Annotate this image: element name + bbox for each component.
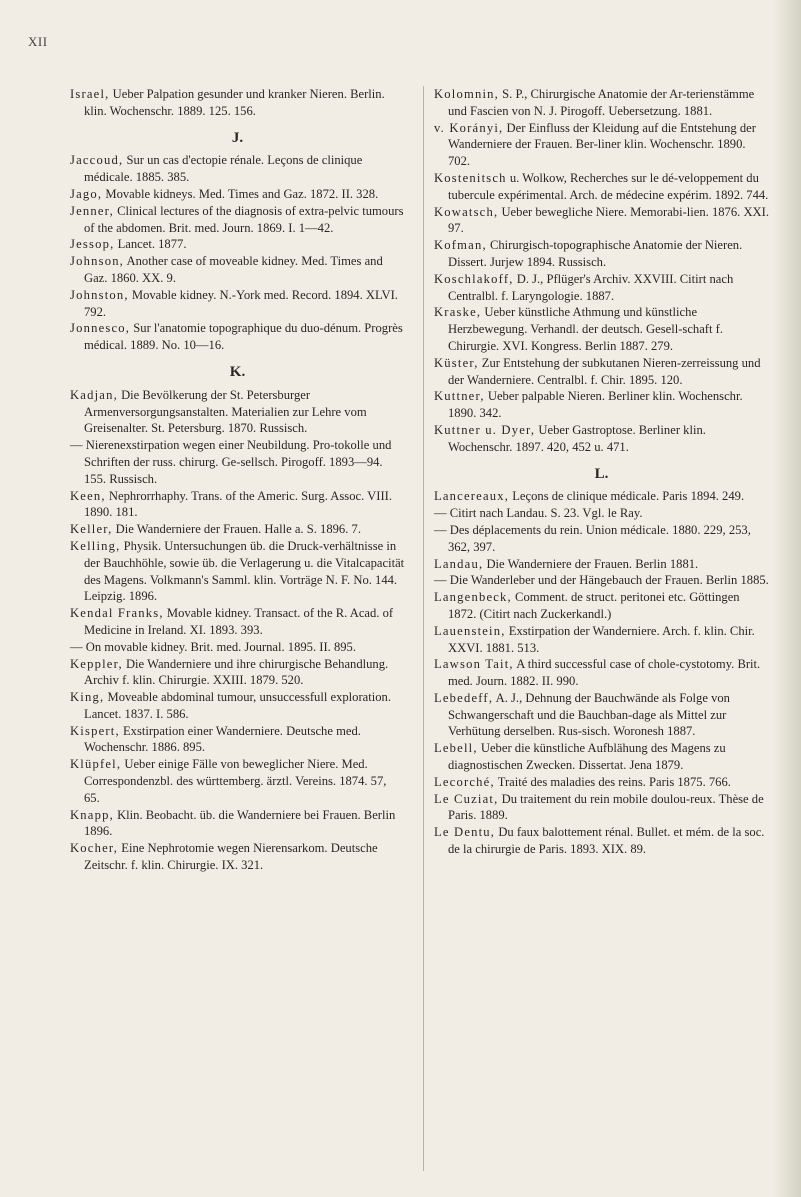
entry-author: Kendal Franks, <box>70 606 164 621</box>
entry-text: Der Einfluss der Kleidung auf die Entstehung der Wanderniere der Frauen. Ber-liner klin. Wochenschr. 1890. 702. <box>448 120 756 169</box>
page-number: XII <box>28 34 48 49</box>
entry-text: Movable kidney. N.-York med. Record. 1894. XLVI. 792. <box>84 287 398 319</box>
entry-author: Kuttner, <box>434 389 485 404</box>
entry-author: Klüpfel, <box>70 757 122 772</box>
entry-author: Keppler, <box>70 656 123 671</box>
bibliography-entry <box>70 689 405 723</box>
entry-author: Kostenitsch <box>434 170 507 185</box>
entry-author: Israel, <box>70 87 110 101</box>
bibliography-entry <box>434 422 769 456</box>
entry-text: Leçons de clinique médicale. Paris 1894. 249. <box>509 489 745 504</box>
bibliography-entry <box>434 505 769 522</box>
entry-text: Another case of moveable kidney. Med. Times and Gaz. 1860. XX. 9. <box>84 254 383 285</box>
entry-author: Kuttner u. Dyer, <box>434 422 536 437</box>
bibliography-entry <box>434 522 769 556</box>
entry-text: Zur Entstehung der subkutanen Nieren-zerreissung und der Wanderniere. Centralbl. f. Chir. 1895. 120. <box>448 355 761 387</box>
bibliography-entry <box>434 388 769 422</box>
left-column <box>70 86 405 874</box>
entry-author: Keller, <box>70 522 113 537</box>
entry-author: Lancereaux, <box>434 489 510 504</box>
entry-author: Lebedeff, <box>434 690 494 705</box>
entry-author: Kispert, <box>70 723 120 738</box>
bibliography-entry <box>70 488 405 522</box>
entry-author: King, <box>70 690 105 705</box>
entry-text: Ueber palpable Nieren. Berliner klin. Wochenschr. 1890. 342. <box>448 389 743 421</box>
entry-author: Kofman, <box>434 238 487 253</box>
entry-author: Jenner, <box>70 203 114 218</box>
entry-author: Knapp, <box>70 807 114 822</box>
entry-author: Landau, <box>434 556 484 571</box>
bibliography-entry <box>434 774 769 791</box>
entry-text: Physik. Untersuchungen üb. die Druck-verhältnisse in der Bauchhöhle, sowie üb. die Verlagerung u. die Vitalcapacität des Magens. Volkmann's Samml. klin. Vorträge N. F. No. 144. Leipzig. 1896. <box>84 538 405 604</box>
entry-text: Moveable abdominal tumour, unsuccessfull exploration. Lancet. 1837. I. 586. <box>84 690 391 721</box>
entry-text: — On movable kidney. Brit. med. Journal. 1895. II. 895. <box>70 639 356 654</box>
entry-text: Die Wanderniere und ihre chirurgische Behandlung. Archiv f. klin. Chirurgie. XXIII. 1879. 520. <box>84 656 389 688</box>
entry-text: — Die Wanderleber und der Hängebauch der Frauen. Berlin 1885. <box>434 573 769 588</box>
entry-text: — Citirt nach Landau. S. 23. Vgl. le Ray. <box>434 506 643 521</box>
entry-text: Die Wanderniere der Frauen. Berlin 1881. <box>483 556 699 571</box>
bibliography-entry <box>70 152 405 186</box>
bibliography-entry <box>70 253 405 287</box>
bibliography-entry <box>70 538 405 605</box>
bibliography-entry <box>434 170 769 204</box>
bibliography-entry <box>70 287 405 321</box>
entry-author: Kraske, <box>434 305 482 320</box>
entry-author: Lawson Tait, <box>434 657 514 672</box>
entry-text: Sur un cas d'ectopie rénale. Leçons de clinique médicale. 1885. 385. <box>84 153 363 185</box>
entry-author: Kelling, <box>70 538 121 553</box>
bibliography-entry <box>70 203 405 237</box>
entry-text: Movable kidney. Transact. of the R. Acad. of Medicine in Ireland. XI. 1893. 393. <box>84 606 394 637</box>
bibliography-entry <box>70 387 405 437</box>
entry-author: Lecorché, <box>434 774 495 789</box>
entry-text: Du traitement du rein mobile doulou-reux. Thèse de Paris. 1889. <box>448 791 764 823</box>
entry-author: Le Dentu, <box>434 825 496 840</box>
bibliography-entry <box>434 120 769 170</box>
entry-text: A. J., Dehnung der Bauchwände als Folge von Schwangerschaft und die Bauchban-dage als Mittel zur Verhütung derselben. Rus-sisch. Woronesh 1887. <box>448 690 730 739</box>
entry-text: Movable kidneys. Med. Times and Gaz. 1872. II. 328. <box>102 186 379 201</box>
entry-text: D. J., Pflüger's Archiv. XXVIII. Citirt nach Centralbl. f. Laryngologie. 1887. <box>448 271 734 303</box>
bibliography-entry <box>434 656 769 690</box>
entry-text: Du faux balottement rénal. Bullet. et mém. de la soc. de la chirurgie de Paris. 1893. XIX. 89. <box>448 825 765 857</box>
entry-text: Comment. de struct. peritonei etc. Göttingen 1872. (Citirt nach Zuckerkandl.) <box>448 590 740 621</box>
entry-author: Keen, <box>70 488 106 503</box>
bibliography-entry <box>434 556 769 573</box>
entry-text: Nephrorrhaphy. Trans. of the Americ. Surg. Assoc. VIII. 1890. 181. <box>84 488 392 520</box>
bibliography-entry <box>70 186 405 203</box>
bibliography-entry <box>434 355 769 389</box>
entry-text: Ueber Gastroptose. Berliner klin. Wochenschr. 1897. 420, 452 u. 471. <box>448 422 706 454</box>
bibliography-entry <box>70 236 405 253</box>
bibliography-entry <box>434 623 769 657</box>
bibliography-entry <box>434 740 769 774</box>
bibliography-entry <box>70 756 405 806</box>
right-column <box>434 86 769 858</box>
column-divider <box>423 86 424 1171</box>
bibliography-entry <box>434 304 769 354</box>
bibliography-entry <box>434 271 769 305</box>
bibliography-entry <box>70 521 405 538</box>
entry-author: Jaccoud, <box>70 153 124 168</box>
entry-text: Ueber bewegliche Niere. Memorabi-lien. 1876. XXI. 97. <box>448 204 769 236</box>
bibliography-entry <box>434 690 769 740</box>
bibliography-entry <box>70 840 405 874</box>
entry-author: Langenbeck, <box>434 590 512 605</box>
section-letter: L. <box>594 465 609 482</box>
entry-text: Exstirpation einer Wanderniere. Deutsche med. Wochenschr. 1886. 895. <box>84 723 361 755</box>
entry-author: Lebell, <box>434 741 478 756</box>
entry-text: Die Bevölkerung der St. Petersburger Armenversorgungsanstalten. Materialien zur Lehre vom Greisenalter. St. Petersburg. 1870. Russisch. <box>84 387 367 436</box>
entry-author: Kocher, <box>70 841 119 856</box>
entry-author: Küster, <box>434 355 479 370</box>
entry-text: Eine Nephrotomie wegen Nierensarkom. Deutsche Zeitschr. f. klin. Chirurgie. IX. 321. <box>84 841 378 873</box>
entry-author: Lauenstein, <box>434 623 506 638</box>
entry-text: Ueber einige Fälle von beweglicher Niere. Med. Correspondenzbl. des württemberg. ärztl. Vereins. 1874. 57, 65. <box>84 757 387 805</box>
entry-text: u. Wolkow, Recherches sur le dé-veloppement du tubercule expérimental. Arch. de médecine expérim. 1892. 744. <box>448 170 769 202</box>
entry-text: Die Wanderniere der Frauen. Halle a. S. 1896. 7. <box>112 522 361 537</box>
entry-author: Kolomnin, <box>434 87 500 101</box>
bibliography-entry <box>70 656 405 690</box>
entry-text: Clinical lectures of the diagnosis of extra-pelvic tumours of the abdomen. Brit. med. Journ. 1869. I. 1—42. <box>84 203 404 235</box>
entry-text: S. P., Chirurgische Anatomie der Ar-terienstämme und Fascien von N. J. Pirogoff. Uebersetzung. 1881. <box>448 87 755 118</box>
bibliography-entry <box>434 589 769 623</box>
entry-text: Ueber künstliche Athmung und künstliche Herzbewegung. Verhandl. der deutsch. Gesell-schaft f. Chirurgie. XVI. Kongress. Berlin 1887. 279. <box>448 305 723 353</box>
section-letter: K. <box>229 363 246 380</box>
bibliography-entry <box>70 320 405 354</box>
bibliography-entry <box>70 437 405 487</box>
entry-author: v. Korányi, <box>434 120 504 135</box>
entry-author: Le Cuziat, <box>434 791 499 806</box>
bibliography-entry <box>70 723 405 757</box>
bibliography-entry <box>434 824 769 858</box>
bibliography-entry <box>434 237 769 271</box>
entry-text: Sur l'anatomie topographique du duo-dénum. Progrès médical. 1889. No. 10—16. <box>84 321 403 353</box>
entry-text: Ueber Palpation gesunder und kranker Nieren. Berlin. klin. Wochenschr. 1889. 125. 156. <box>84 87 385 118</box>
entry-author: Jago, <box>70 186 103 201</box>
entry-text: Klin. Beobacht. üb. die Wanderniere bei Frauen. Berlin 1896. <box>84 807 396 839</box>
entry-text: Lancet. 1877. <box>114 237 187 252</box>
page-edge-shadow <box>773 0 801 1197</box>
entry-author: Koschlakoff, <box>434 271 514 286</box>
entry-text: Chirurgisch-topographische Anatomie der Nieren. Dissert. Jurjew 1894. Russisch. <box>448 238 743 269</box>
entry-author: Johnson, <box>70 254 125 269</box>
entry-author: Jonnesco, <box>70 321 131 336</box>
bibliography-entry <box>434 86 769 120</box>
bibliography-entry <box>70 807 405 841</box>
entry-text: Ueber die künstliche Aufblähung des Magens zu diagnostischen Zwecken. Dissertat. Jena 1879. <box>448 741 726 773</box>
bibliography-entry <box>434 488 769 505</box>
entry-text: — Des déplacements du rein. Union médicale. 1880. 229, 253, 362, 397. <box>434 522 751 554</box>
entry-text: Exstirpation der Wanderniere. Arch. f. klin. Chir. XXVI. 1881. 513. <box>448 623 755 655</box>
entry-author: Kowatsch, <box>434 204 499 219</box>
bibliography-entry <box>70 86 405 120</box>
bibliography-entry <box>434 204 769 238</box>
bibliography-entry <box>70 639 405 656</box>
entry-author: Kadjan, <box>70 387 118 402</box>
entry-text: — Nierenexstirpation wegen einer Neubildung. Pro-tokolle und Schriften der russ. chirurg. Ge-sellsch. Pirogoff. 1893—94. 155. Russisch. <box>70 438 392 486</box>
bibliography-entry <box>434 791 769 825</box>
bibliography-entry <box>434 572 769 589</box>
entry-text: A third successful case of chole-cystotomy. Brit. med. Journ. 1882. II. 990. <box>448 657 761 689</box>
entry-author: Jessop, <box>70 237 115 252</box>
entry-text: Traité des maladies des reins. Paris 1875. 766. <box>494 774 731 789</box>
entry-author: Johnston, <box>70 287 129 302</box>
section-letter: J. <box>231 129 244 146</box>
bibliography-entry <box>70 605 405 639</box>
